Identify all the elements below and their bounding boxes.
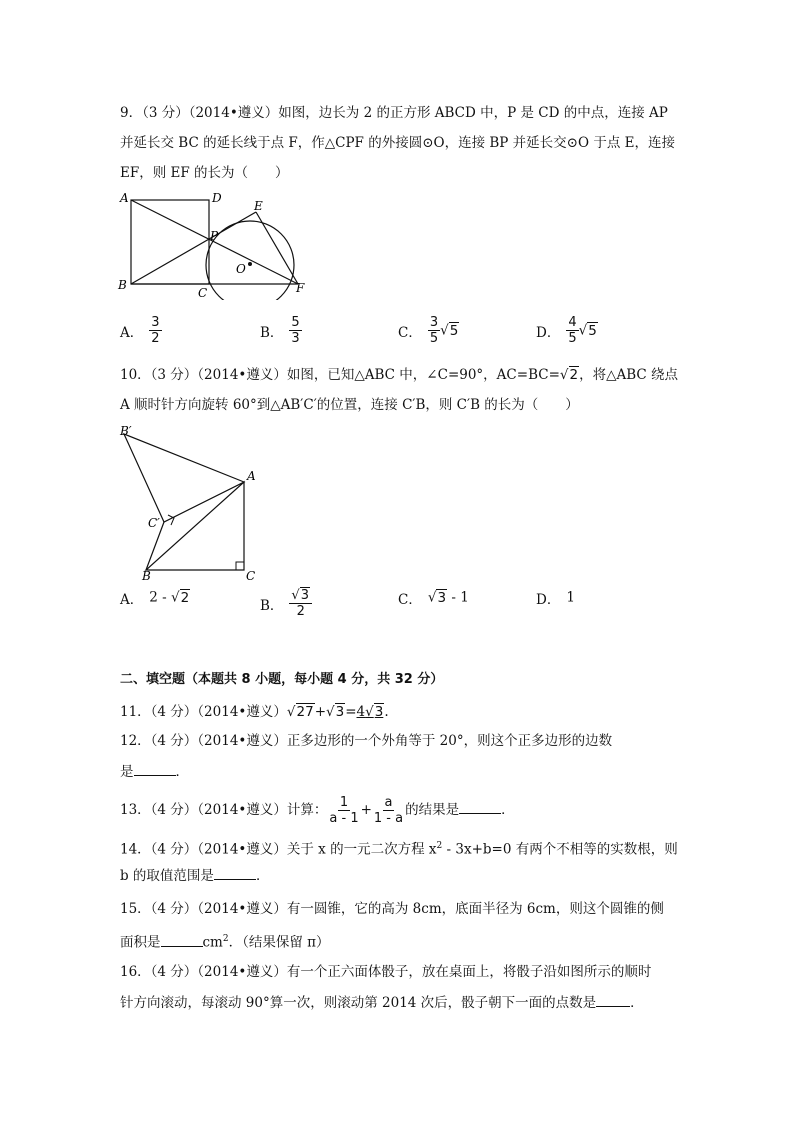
q10-label-B: B <box>142 569 151 583</box>
q9-option-d[interactable]: D． $\frac{4}{5}$ √5 <box>536 315 597 346</box>
q9-line3: EF，则 EF 的长为（ ） <box>120 165 289 181</box>
q10-label-C: C <box>246 569 256 583</box>
q13: 13．（4 分）（2014•遵义）计算： $\frac{1}{a - 1}$ + $\frac{a}{1 - a}$ 的结果是 ． <box>120 795 515 826</box>
q10-label-C1: C′ <box>148 516 160 530</box>
q9-label-F: F <box>296 281 305 295</box>
q10-label-B1: B′ <box>120 424 132 438</box>
q9-label-P: P <box>210 229 219 243</box>
q14-line2: b 的取值范围是 ． <box>120 868 270 884</box>
q9-label-O: O <box>236 262 246 276</box>
q9-label-E: E <box>254 199 263 213</box>
q10-line1: 10．（3 分）（2014•遵义）如图，已知△ABC 中，∠C=90°，AC=BC=√2，将△ABC 绕点 <box>120 367 679 383</box>
q10-option-b[interactable]: B． $\frac{√3}{2}$ <box>260 588 312 619</box>
q12-line1: 12．（4 分）（2014•遵义）正多边形的一个外角等于 20°，则这个正多边形的边数 <box>120 733 613 749</box>
q9-label-A: A <box>120 191 129 205</box>
q10-option-a[interactable]: A． 2 - √2 <box>120 589 190 608</box>
q13-blank[interactable] <box>459 813 501 814</box>
q12-line2: 是 ． <box>120 764 189 780</box>
q12-blank[interactable] <box>134 775 176 776</box>
q11-answer: 4√3 <box>356 704 384 720</box>
q9-figure <box>110 190 310 300</box>
q9-option-c[interactable]: C． $\frac{3}{5}$ √5 <box>398 315 459 346</box>
q10-figure <box>110 420 270 585</box>
q15-blank[interactable] <box>161 946 203 947</box>
q10-option-d[interactable]: D． 1 <box>536 589 575 608</box>
q10-line2: A 顺时针方向旋转 60°到△AB′C′的位置，连接 C′B，则 C′B 的长为（ ） <box>120 397 579 413</box>
q9-label-D: D <box>212 191 222 205</box>
q9-label-C: C <box>198 286 208 300</box>
q15-line1: 15．（4 分）（2014•遵义）有一圆锥，它的高为 8cm，底面半径为 6cm，则这个圆锥的侧 <box>120 901 664 917</box>
q14-line1: 14．（4 分）（2014•遵义）关于 x 的一元二次方程 $x^2 - 3x+b=0$ 有两个不相等的实数根，则 <box>120 841 678 858</box>
q10-option-c[interactable]: C． √3 - 1 <box>398 589 469 608</box>
q14-blank[interactable] <box>214 879 256 880</box>
q10-label-A: A <box>247 469 256 483</box>
q15-line2: 面积是 $cm^2$．（结果保留 π） <box>120 934 330 951</box>
q9-option-a[interactable]: A． $\frac{3}{2}$ <box>120 315 160 346</box>
section-2-title: 二、填空题（本题共 8 小题，每小题 4 分，共 32 分） <box>120 672 444 687</box>
q16-line2: 针方向滚动，每滚动 90°算一次，则滚动第 2014 次后，骰子朝下一面的点数是 ． <box>120 995 644 1011</box>
q9-option-b[interactable]: B． $\frac{5}{3}$ <box>260 315 300 346</box>
q11: 11．（4 分）（2014•遵义）√27+√3=4√3. <box>120 704 389 720</box>
q9-line2: 并延长交 BC 的延长线于点 F，作△CPF 的外接圆⊙O，连接 BP 并延长交⊙O 于点 E，连接 <box>120 135 675 151</box>
q16-line1: 16．（4 分）（2014•遵义）有一个正六面体骰子，放在桌面上，将骰子沿如图所示的顺时 <box>120 964 652 980</box>
q9-line1: 9．（3 分）（2014•遵义）如图，边长为 2 的正方形 ABCD 中，P 是 CD 的中点，连接 AP <box>120 105 668 121</box>
q9-label-B: B <box>118 278 127 292</box>
q16-blank[interactable] <box>596 1006 630 1007</box>
